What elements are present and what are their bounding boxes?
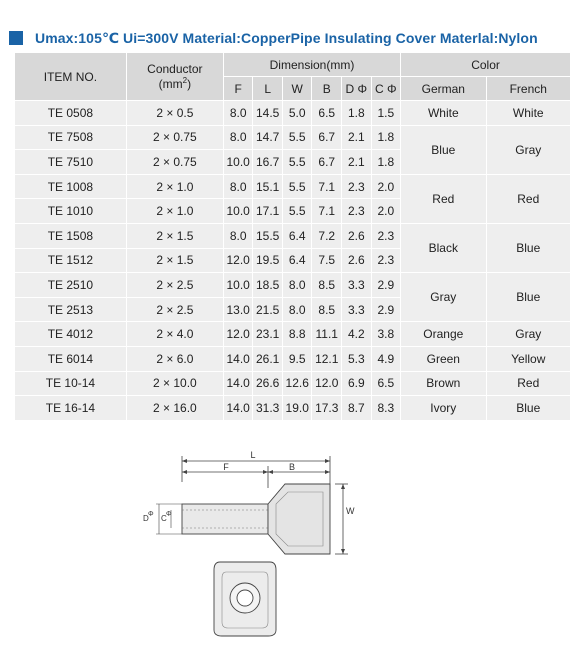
header-color: Color [401, 53, 571, 77]
table-row [15, 396, 571, 421]
cell-w: 19.0 [282, 396, 312, 421]
cell-item: TE 7510 [15, 150, 127, 175]
arrow-icon [263, 470, 268, 474]
cell-item: TE 1508 [15, 223, 127, 248]
cell-l: 18.5 [253, 273, 283, 298]
cell-conductor: 2 × 6.0 [126, 346, 223, 371]
cell-b: 17.3 [312, 396, 342, 421]
spec-header [9, 28, 538, 48]
cell-w: 5.0 [282, 101, 312, 126]
cell-f: 14.0 [223, 346, 253, 371]
cell-german: Orange [401, 322, 486, 347]
cell-german: Red [401, 174, 486, 223]
spec-table [14, 52, 571, 421]
arrow-icon [182, 470, 187, 474]
cell-d: 8.7 [342, 396, 372, 421]
label-b: B [288, 462, 296, 472]
cell-b: 7.5 [312, 248, 342, 273]
label-d-phi: Φ [148, 511, 154, 518]
header-item-no: ITEM NO. [15, 53, 127, 101]
cell-conductor: 2 × 0.75 [126, 125, 223, 150]
cell-german: Blue [401, 125, 486, 174]
cell-german: White [401, 101, 486, 126]
cell-l: 19.5 [253, 248, 283, 273]
cell-f: 8.0 [223, 125, 253, 150]
cell-w: 8.8 [282, 322, 312, 347]
header-f: F [223, 77, 253, 101]
cell-german: Gray [401, 273, 486, 322]
cell-b: 8.5 [312, 297, 342, 322]
arrow-icon [341, 484, 345, 489]
cell-f: 10.0 [223, 199, 253, 224]
cell-b: 12.1 [312, 346, 342, 371]
cell-b: 6.7 [312, 150, 342, 175]
cell-l: 15.5 [253, 223, 283, 248]
header-b: B [312, 77, 342, 101]
cell-conductor: 2 × 2.5 [126, 273, 223, 298]
cell-french: Gray [486, 125, 570, 174]
cell-c: 1.8 [371, 150, 401, 175]
cell-l: 14.7 [253, 125, 283, 150]
cell-d: 5.3 [342, 346, 372, 371]
cell-item: TE 10-14 [15, 371, 127, 396]
cell-c: 8.3 [371, 396, 401, 421]
arrow-icon [268, 470, 273, 474]
table-row [15, 125, 571, 150]
insulating-collar [268, 484, 330, 554]
cell-item: TE 7508 [15, 125, 127, 150]
cell-f: 10.0 [223, 273, 253, 298]
cell-c: 6.5 [371, 371, 401, 396]
header-dimension: Dimension(mm) [223, 53, 400, 77]
cell-conductor: 2 × 1.5 [126, 248, 223, 273]
cell-c: 2.9 [371, 297, 401, 322]
cell-f: 8.0 [223, 223, 253, 248]
cell-c: 1.5 [371, 101, 401, 126]
table-row [15, 101, 571, 126]
cell-conductor: 2 × 0.75 [126, 150, 223, 175]
arrow-icon [182, 459, 187, 463]
cell-f: 14.0 [223, 396, 253, 421]
cell-french: Blue [486, 273, 570, 322]
unit-text: (mm [158, 77, 183, 91]
cell-item: TE 2513 [15, 297, 127, 322]
cell-d: 2.6 [342, 248, 372, 273]
cell-item: TE 4012 [15, 322, 127, 347]
terminal-diagram [140, 448, 360, 638]
cell-french: Blue [486, 396, 570, 421]
cell-french: Blue [486, 223, 570, 272]
cell-c: 4.9 [371, 346, 401, 371]
label-c-phi: Φ [166, 511, 172, 518]
cell-item: TE 1512 [15, 248, 127, 273]
cell-l: 23.1 [253, 322, 283, 347]
cell-d: 2.6 [342, 223, 372, 248]
cell-item: TE 1010 [15, 199, 127, 224]
cell-d: 2.1 [342, 150, 372, 175]
cell-f: 12.0 [223, 322, 253, 347]
unit-sup: 2 [182, 76, 188, 85]
cell-b: 12.0 [312, 371, 342, 396]
cell-french: Red [486, 371, 570, 396]
cell-b: 6.7 [312, 125, 342, 150]
header-conductor-label: Conductor [147, 62, 203, 76]
cell-b: 7.1 [312, 199, 342, 224]
cell-w: 5.5 [282, 199, 312, 224]
cell-l: 15.1 [253, 174, 283, 199]
cell-f: 13.0 [223, 297, 253, 322]
cell-w: 9.5 [282, 346, 312, 371]
cell-c: 3.8 [371, 322, 401, 347]
table-row [15, 346, 571, 371]
cell-w: 5.5 [282, 125, 312, 150]
table-row [15, 371, 571, 396]
cell-item: TE 6014 [15, 346, 127, 371]
cell-d: 3.3 [342, 297, 372, 322]
cell-b: 7.2 [312, 223, 342, 248]
cell-l: 14.5 [253, 101, 283, 126]
cell-c: 2.9 [371, 273, 401, 298]
header-conductor [126, 53, 223, 101]
cell-c: 2.0 [371, 199, 401, 224]
header-c-phi: C Φ [371, 77, 401, 101]
cell-german: Ivory [401, 396, 486, 421]
arrow-icon [341, 549, 345, 554]
header-d-phi: D Φ [342, 77, 372, 101]
copper-tube [182, 504, 268, 534]
cell-french: Red [486, 174, 570, 223]
cell-conductor: 2 × 10.0 [126, 371, 223, 396]
cell-item: TE 0508 [15, 101, 127, 126]
unit-close: ) [187, 77, 192, 91]
cell-c: 1.8 [371, 125, 401, 150]
cell-l: 17.1 [253, 199, 283, 224]
cell-d: 3.3 [342, 273, 372, 298]
cell-d: 4.2 [342, 322, 372, 347]
cell-french: Gray [486, 322, 570, 347]
header-l: L [253, 77, 283, 101]
table-row [15, 223, 571, 248]
arrow-icon [325, 470, 330, 474]
cell-w: 8.0 [282, 297, 312, 322]
cell-conductor: 2 × 4.0 [126, 322, 223, 347]
cell-w: 5.5 [282, 150, 312, 175]
cell-w: 5.5 [282, 174, 312, 199]
table-row [15, 322, 571, 347]
label-d: D [143, 514, 149, 523]
cell-german: Green [401, 346, 486, 371]
cell-item: TE 2510 [15, 273, 127, 298]
header-german: German [401, 77, 486, 101]
cell-l: 31.3 [253, 396, 283, 421]
cell-conductor: 2 × 1.0 [126, 174, 223, 199]
cell-b: 7.1 [312, 174, 342, 199]
cell-c: 2.3 [371, 248, 401, 273]
label-c: C [161, 514, 167, 523]
header-w: W [282, 77, 312, 101]
table-row [15, 174, 571, 199]
cell-german: Black [401, 223, 486, 272]
blue-square-icon [9, 31, 23, 45]
spec-title: Umax:105℃ Ui=300V Material:CopperPipe Insulating Cover Materlal:Nylon [35, 29, 538, 46]
cell-item: TE 16-14 [15, 396, 127, 421]
cell-b: 8.5 [312, 273, 342, 298]
label-f: F [223, 462, 229, 472]
cell-conductor: 2 × 1.0 [126, 199, 223, 224]
cell-french: Yellow [486, 346, 570, 371]
cell-d: 6.9 [342, 371, 372, 396]
cell-c: 2.0 [371, 174, 401, 199]
label-w: W [346, 506, 355, 516]
label-l: L [250, 450, 256, 460]
cell-french: White [486, 101, 570, 126]
cell-d: 2.3 [342, 199, 372, 224]
table-row [15, 273, 571, 298]
cell-f: 8.0 [223, 174, 253, 199]
cell-w: 8.0 [282, 273, 312, 298]
header-conductor-unit [127, 76, 223, 91]
cell-d: 2.1 [342, 125, 372, 150]
cell-d: 2.3 [342, 174, 372, 199]
cell-f: 12.0 [223, 248, 253, 273]
cell-l: 21.5 [253, 297, 283, 322]
cell-f: 10.0 [223, 150, 253, 175]
cell-l: 26.6 [253, 371, 283, 396]
cell-f: 14.0 [223, 371, 253, 396]
end-view-bore [237, 590, 253, 606]
cell-l: 26.1 [253, 346, 283, 371]
cell-conductor: 2 × 2.5 [126, 297, 223, 322]
cell-c: 2.3 [371, 223, 401, 248]
cell-w: 6.4 [282, 223, 312, 248]
cell-item: TE 1008 [15, 174, 127, 199]
cell-l: 16.7 [253, 150, 283, 175]
cell-w: 12.6 [282, 371, 312, 396]
cell-d: 1.8 [342, 101, 372, 126]
cell-conductor: 2 × 0.5 [126, 101, 223, 126]
cell-german: Brown [401, 371, 486, 396]
cell-conductor: 2 × 1.5 [126, 223, 223, 248]
cell-conductor: 2 × 16.0 [126, 396, 223, 421]
cell-w: 6.4 [282, 248, 312, 273]
arrow-icon [325, 459, 330, 463]
cell-f: 8.0 [223, 101, 253, 126]
cell-b: 6.5 [312, 101, 342, 126]
header-french: French [486, 77, 570, 101]
cell-b: 11.1 [312, 322, 342, 347]
